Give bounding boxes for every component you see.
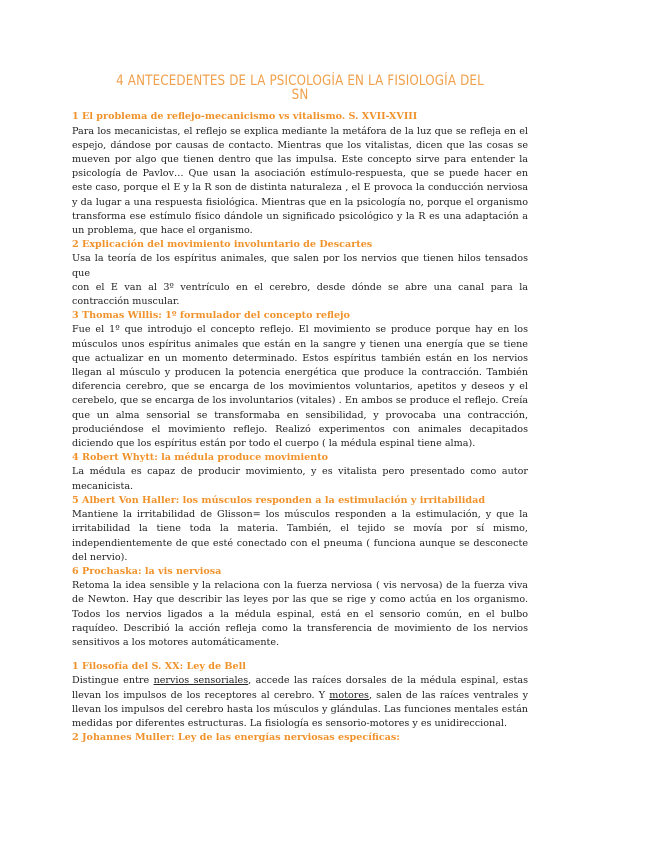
section-text: con el E van al 3º ventrículo en el cerebro, desde dónde se abre una canal para la contracción muscular.: [72, 281, 528, 308]
section-heading: 2 Johannes Muller: Ley de las energías nerviosas específicas:: [72, 732, 400, 744]
section-text: [72, 674, 528, 731]
section-heading: 6 Prochaska: la vis nerviosa: [72, 565, 222, 577]
underlined-term: motores: [329, 689, 369, 701]
section-text: Retoma la idea sensible y la relaciona con la fuerza nerviosa ( vis nervosa) de la fuerza viva de Newton. Hay que describir las leyes por las que se rige y como actúa en los organismo. Todos los nervios ligados a la médula espinal, está en el sensorio común, en el bulbo raquídeo. Describió la acción refleja como la transferencia de movimiento de los nervios sensitivos a los motores automáticamente.: [72, 580, 528, 648]
section-heading: 1 El problema de reflejo-mecanicismo vs vitalismo. S. XVII-XVIII: [72, 111, 418, 123]
text-part: , salen de las raíces ventrales y llevan los impulsos del cerebro hasta los músculos y glándulas. Las funciones mentales están medidas por diferentes estructuras. La fisiología es sensorio-motores y es unidireccional.: [72, 689, 528, 729]
section-text: La médula es capaz de producir movimiento, y es vitalista pero presentado como autor mecanicista.: [72, 466, 528, 492]
section-heading: 4 Robert Whytt: la médula produce movimiento: [72, 452, 329, 464]
spacer: [72, 650, 528, 660]
section-heading: 1 Filosofía del S. XX: Ley de Bell: [72, 661, 246, 673]
section-heading: 5 Albert Von Haller: los músculos responden a la estimulación y irritabilidad: [72, 494, 486, 506]
document-title: 4 ANTECEDENTES DE LA PSICOLOGÍA EN LA FISIOLOGÍA DEL SN: [116, 73, 484, 104]
text-part: Distingue entre: [72, 675, 154, 687]
section-heading: 3 Thomas Willis: 1º formulador del concepto reflejo: [72, 310, 350, 322]
section-heading: 2 Explicación del movimiento involuntario de Descartes: [72, 239, 373, 251]
section-text: Mantiene la irritabilidad de Glisson= los músculos responden a la estimulación, y que la irritabilidad la tiene toda la materia. También, el tejido se movía por sí mismo, independientemente de que esté conectado con el pneuma ( funciona aunque se desconecte del nervio).: [72, 509, 528, 563]
section-text: Fue el 1º que introdujo el concepto reflejo. El movimiento se produce porque hay en los músculos unos espíritus animales que están en la sangre y tienen una energía que se tiene que actualizar en un momento determinado. Estos espíritus también están en los nervios llegan al músculo y producen la potencia energética que produce la contracción. También diferencia cerebro, que se encarga de los movimientos voluntarios, apetitos y deseos y el cerebelo, que se encarga de los involuntarios (vitales) . En ambos se produce el reflejo. Creía que un alma sensorial se transformaba en sensibilidad, y provocaba una contracción, produciéndose el movimiento reflejo. Realizó experimentos con animales decapitados diciendo que los espíritus están por todo el cuerpo ( la médula espinal tiene alma).: [72, 324, 528, 450]
underlined-term: nervios sensoriales: [153, 675, 249, 687]
text-part: , accede las raíces dorsales de la médula espinal, estas llevan los impulsos de los receptores al cerebro. Y: [72, 675, 529, 701]
document-page: [72, 74, 528, 745]
section-text: Usa la teoría de los espíritus animales, que salen por los nervios que tienen hilos tensados que: [72, 253, 528, 279]
section-text: Para los mecanicistas, el reflejo se explica mediante la metáfora de la luz que se refleja en el espejo, dándose por causas de contacto. Mientras que los vitalistas, dicen que las cosas se mueven por algo que tienen dentro que las impulsa. Este concepto sirve para entender la psicología de Pavlov… Que usan la asociación estímulo-respuesta, que se puede hacer en este caso, porque el E y la R son de distinta naturaleza , el E provoca la conducción nerviosa y da lugar a una respuesta fisiológica. Mientras que en la psicología no, porque el organismo transforma ese estímulo físico dándole un significado psicológico y la R es una adaptación a un problema, que hace el organismo.: [72, 125, 528, 237]
